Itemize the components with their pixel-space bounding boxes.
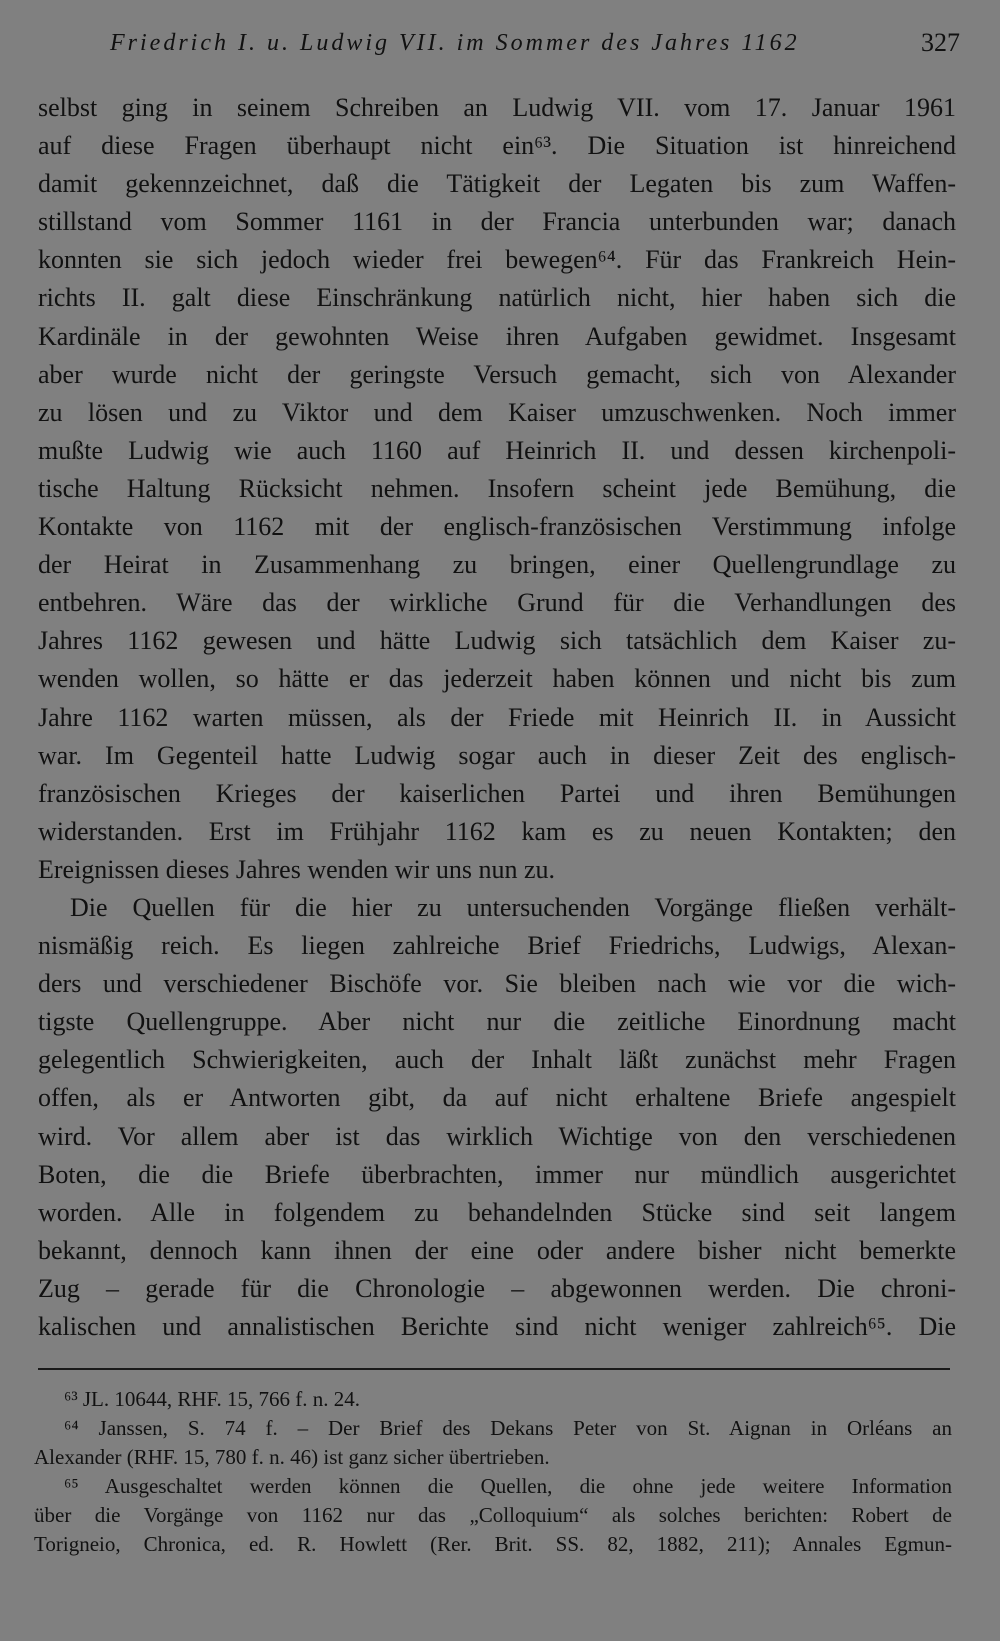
text-line: Jahres 1162 gewesen und hätte Ludwig sich tatsächlich dem Kaiser zu- <box>38 626 956 656</box>
text-line: Kardinäle in der gewohnten Weise ihren Aufgaben gewidmet. Insgesamt <box>38 321 956 351</box>
body-text <box>38 89 956 1346</box>
text-line: war. Im Gegenteil hatte Ludwig sogar auch in dieser Zeit des englisch- <box>38 740 956 770</box>
text-line: Jahre 1162 warten müssen, als der Friede mit Heinrich II. in Aussicht <box>38 702 956 732</box>
text-line: tische Haltung Rücksicht nehmen. Insofern scheint jede Bemühung, die <box>38 473 956 503</box>
footnote-separator <box>38 1368 950 1370</box>
text-line: konnten sie sich jedoch wieder frei bewegen⁶⁴. Für das Frankreich Hein- <box>38 245 956 275</box>
footnote-line: Alexander (RHF. 15, 780 f. n. 46) ist ganz sicher übertrieben. <box>34 1445 550 1469</box>
text-line: aber wurde nicht der geringste Versuch gemacht, sich von Alexander <box>38 359 956 389</box>
text-line: offen, als er Antworten gibt, da auf nicht erhaltene Briefe angespielt <box>38 1083 956 1113</box>
running-head <box>110 26 960 66</box>
text-line: Die Quellen für die hier zu untersuchenden Vorgänge fließen verhält- <box>70 892 956 922</box>
text-line: Zug – gerade für die Chronologie – abgewonnen werden. Die chroni- <box>38 1273 956 1303</box>
footnote-line: ⁶³ JL. 10644, RHF. 15, 766 f. n. 24. <box>64 1387 361 1411</box>
text-line: ders und verschiedener Bischöfe vor. Sie bleiben nach wie vor die wich- <box>38 969 956 999</box>
text-line: damit gekennzeichnet, daß die Tätigkeit der Legaten bis zum Waffen- <box>38 169 956 199</box>
text-line: widerstanden. Erst im Frühjahr 1162 kam es zu neuen Kontakten; den <box>38 816 956 846</box>
text-line: auf diese Fragen überhaupt nicht ein⁶³. Die Situation ist hinreichend <box>38 131 956 161</box>
text-line: Kontakte von 1162 mit der englisch-französischen Verstimmung infolge <box>38 512 956 542</box>
footnote-line: ⁶⁵ Ausgeschaltet werden können die Quellen, die ohne jede weitere Information <box>64 1474 952 1498</box>
text-line: tigste Quellengruppe. Aber nicht nur die zeitliche Einordnung macht <box>38 1007 956 1037</box>
text-line: gelegentlich Schwierigkeiten, auch der Inhalt läßt zunächst mehr Fragen <box>38 1045 956 1075</box>
text-line: wenden wollen, so hätte er das jederzeit haben können und nicht bis zum <box>38 664 956 694</box>
page-number: 327 <box>921 28 960 57</box>
text-line: kalischen und annalistischen Berichte sind nicht weniger zahlreich⁶⁵. Die <box>38 1312 956 1341</box>
footnote-line: ⁶⁴ Janssen, S. 74 f. – Der Brief des Dekans Peter von St. Aignan in Orléans an <box>64 1416 952 1440</box>
footnotes <box>34 1385 952 1559</box>
text-line: nismäßig reich. Es liegen zahlreiche Brief Friedrichs, Ludwigs, Alexan- <box>38 931 956 961</box>
text-line: mußte Ludwig wie auch 1160 auf Heinrich II. und dessen kirchenpoli- <box>38 435 956 465</box>
text-line: worden. Alle in folgendem zu behandelnden Stücke sind seit langem <box>38 1197 956 1227</box>
text-line: bekannt, dennoch kann ihnen der eine oder andere bisher nicht bemerkte <box>38 1235 956 1265</box>
running-title: Friedrich I. u. Ludwig VII. im Sommer des Jahres 1162 <box>110 30 800 56</box>
text-line: französischen Krieges der kaiserlichen Partei und ihren Bemühungen <box>38 778 956 808</box>
text-line: zu lösen und zu Viktor und dem Kaiser umzuschwenken. Noch immer <box>38 397 956 427</box>
text-line: stillstand vom Sommer 1161 in der Francia unterbunden war; danach <box>38 207 956 237</box>
text-line: selbst ging in seinem Schreiben an Ludwig VII. vom 17. Januar 1961 <box>38 93 956 122</box>
text-line: Boten, die die Briefe überbrachten, immer nur mündlich ausgerichtet <box>38 1159 956 1189</box>
text-line: richts II. galt diese Einschränkung natürlich nicht, hier haben sich die <box>38 283 956 313</box>
text-line: entbehren. Wäre das der wirkliche Grund für die Verhandlungen des <box>38 588 956 618</box>
text-line: Ereignissen dieses Jahres wenden wir uns nun zu. <box>38 854 555 884</box>
footnote-line: über die Vorgänge von 1162 nur das „Colloquium“ als solches berichten: Robert de <box>34 1503 952 1527</box>
footnote-line: Torigneio, Chronica, ed. R. Howlett (Rer. Brit. SS. 82, 1882, 211); Annales Egmun- <box>34 1532 952 1556</box>
text-line: wird. Vor allem aber ist das wirklich Wichtige von den verschiedenen <box>38 1121 956 1151</box>
text-line: der Heirat in Zusammenhang zu bringen, einer Quellengrundlage zu <box>38 550 956 580</box>
